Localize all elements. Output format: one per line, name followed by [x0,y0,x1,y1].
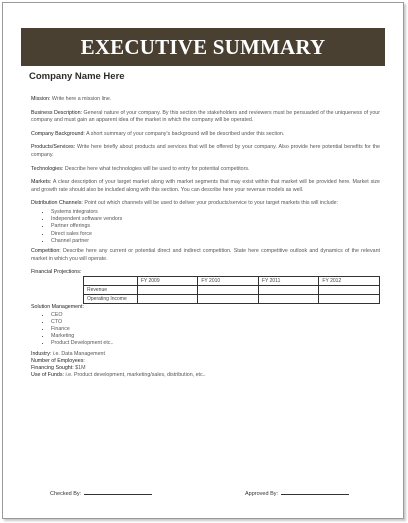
financing-text: $1M [75,364,86,371]
list-item: • Direct sales force [51,231,380,238]
distribution-list [31,209,380,245]
row-label: Revenue [84,286,138,295]
employees-line [31,358,380,365]
list-item: • Independent software vendors [51,216,380,223]
list-item: • CTO [51,319,380,326]
industry-line [31,351,380,358]
technologies-section [31,166,380,174]
list-item: • Finance [51,326,380,333]
background-section [31,131,380,139]
list-item: • Channel partner [51,238,380,245]
approved-by-signature [245,489,349,497]
products-section [31,144,380,159]
table-row [84,295,380,304]
list-item: • Marketing [51,333,380,340]
use-of-funds-text: i.e. Product development, marketing/sales, distribution, etc.. [65,372,206,379]
business-text: General nature of your company. By this section the stakeholders and reviewers must be persuaded of the uniqueness of your company and must gain an apparent idea of the market in which the company will be operated. [31,109,380,124]
table-cell[interactable] [319,295,380,304]
table-cell[interactable] [198,295,259,304]
products-label: Products/Services: [31,144,76,151]
table-row [84,286,380,295]
list-item: • Product Development etc.. [51,340,380,347]
table-header: FY 2009 [137,277,198,286]
competition-label: Competition: [31,247,61,254]
industry-text: i.e. Data Management [52,350,105,357]
competition-text: Describe here any current or potential direct and indirect competition. State here competitive outlook and dynamics of the relevant market in which you will operate. [31,247,380,262]
page-title: EXECUTIVE SUMMARY TEMPLATE [21,28,385,66]
background-text: A short summary of your company's background will be described under this section. [86,130,285,137]
checked-by-signature [50,489,152,497]
employees-label: Number of Employees: [31,357,85,364]
summary-content [31,96,380,379]
table-cell[interactable] [198,286,259,295]
mission-text: Write here a mission line. [51,96,112,102]
markets-section [31,179,380,194]
use-of-funds-label: Use of Funds: [31,372,64,379]
competition-section [31,248,380,263]
business-label: Business Description: [31,109,82,116]
use-of-funds-line [31,372,380,379]
technologies-label: Technologies: [31,165,64,172]
table-cell[interactable] [137,286,198,295]
checked-by-line[interactable] [84,489,152,495]
table-header: FY 2011 [258,277,319,286]
industry-label: Industry: [31,350,52,357]
checked-by-label: Checked By: [50,491,82,497]
business-section [31,110,380,125]
row-label: Operating Income [84,295,138,304]
table-header: FY 2010 [198,277,259,286]
financial-label: Financial Projections: [31,269,82,276]
distribution-section [31,200,380,208]
distribution-text: Point out which channels will be used to deliver your products/service to your target markets this will include: [84,200,339,207]
distribution-label: Distribution Channels: [31,200,83,207]
table-cell[interactable] [258,286,319,295]
mission-section [31,96,380,104]
markets-text: A clear description of your target market along with market segments that may exist within that market will be provided here. Market size and growth rate should also be included along with this section. You can describe here your revenue models as well. [31,179,380,193]
list-item: • Partner offerings [51,223,380,230]
background-label: Company Background: [31,130,85,137]
table-header: FY 2012 [319,277,380,286]
financing-line [31,365,380,372]
approved-by-line[interactable] [281,489,349,495]
solution-label: Solution Management: [31,304,85,311]
products-text: Write here briefly about products and services that will be offered by your company. Also provide here potential benefits for the company. [31,144,380,158]
solution-list [31,312,380,348]
company-name: Company Name Here [29,71,125,82]
list-item: • Systems integrators [51,209,380,216]
table-cell [84,277,138,286]
table-cell[interactable] [258,295,319,304]
table-cell[interactable] [137,295,198,304]
technologies-text: Describe here what technologies will be used to entry for potential competitors. [64,165,250,172]
table-cell[interactable] [319,286,380,295]
table-row [84,277,380,286]
markets-label: Markets: [31,179,52,186]
approved-by-label: Approved By: [245,491,279,497]
financial-table [83,276,380,304]
financing-label: Financing Sought: [31,364,74,371]
list-item: • CEO [51,312,380,319]
mission-label: Mission: [31,96,51,102]
